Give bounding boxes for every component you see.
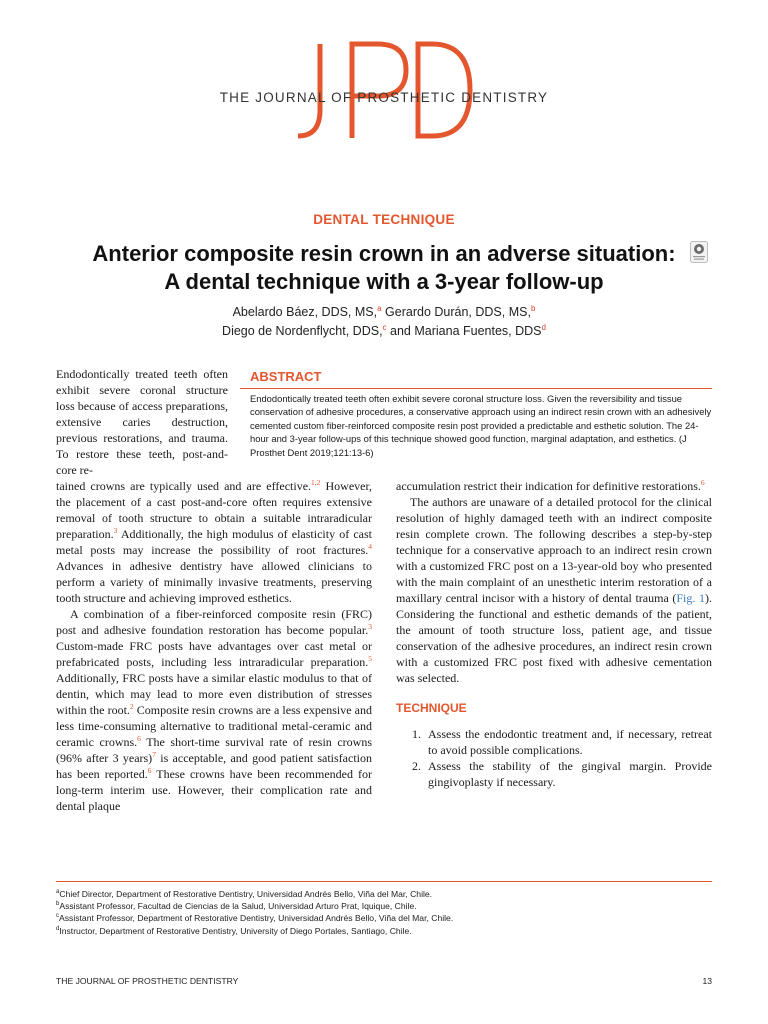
footnote-text: Chief Director, Department of Restorative Dentistry, Universidad Andrés Bello, Viña del Mar, Chile. bbox=[59, 889, 433, 899]
paragraph-text: Advances in adhesive dentistry have allowed clinicians to perform a variety of minimally invasive treatments, preserving tooth structure and achieving improved esthetics. bbox=[56, 559, 372, 605]
step-number: 1. bbox=[412, 727, 421, 741]
author-list bbox=[60, 303, 708, 341]
footnote-text: Assistant Professor, Department of Restorative Dentistry, Universidad Andrés Bello, Viña del Mar, Chile. bbox=[59, 913, 454, 924]
abstract-text: Endodontically treated teeth often exhibit severe coronal structure loss. Given the reversibility and tissue conservation of adhesive procedures, a conservative approach using an indirect resin crown with an adhesively cemented custom fiber-reinforced composite resin post provided a predictable and esthetic solution. The 24-hour and 3-year follow-ups of this technique showed good function, marginal adaptation, and esthetics. (J Prosthet Dent 2019;121:13-6) bbox=[250, 393, 712, 458]
paragraph-text: accumulation restrict their indication for definitive restorations. bbox=[396, 479, 701, 493]
step-text: Assess the stability of the gingival margin. Provide gingivoplasty if necessary. bbox=[428, 759, 712, 789]
citation[interactable]: 6 bbox=[147, 766, 152, 775]
paragraph-text: is acceptable, and good patient satisfaction has been reported. bbox=[56, 751, 372, 781]
footnote-divider bbox=[56, 881, 712, 882]
technique-steps bbox=[396, 726, 712, 790]
footnote bbox=[56, 925, 712, 937]
journal-name: THE JOURNAL OF PROSTHETIC DENTISTRY bbox=[219, 90, 549, 105]
citation[interactable]: 1,2 bbox=[311, 478, 321, 487]
citation[interactable]: 2 bbox=[129, 702, 134, 711]
footnote bbox=[56, 888, 712, 900]
paragraph-text: ). Considering the functional and esthetic demands of the patient, the amount of tooth structure loss, patient age, and tissue conservation of the adhesive procedures, an indirect resin crown with a customized FRC post fixed with adhesive cementation was selected. bbox=[396, 591, 712, 685]
footnote bbox=[56, 912, 712, 924]
crossmark-icon[interactable] bbox=[690, 241, 708, 263]
list-item bbox=[412, 726, 712, 758]
author-name: and Mariana Fuentes, DDS bbox=[390, 324, 542, 338]
author-name: Abelardo Báez, DDS, MS, bbox=[232, 305, 378, 319]
step-number: 2. bbox=[412, 759, 421, 773]
list-item bbox=[412, 758, 712, 790]
masthead bbox=[0, 40, 768, 150]
title-line-1: Anterior composite resin crown in an adverse situation: bbox=[92, 241, 676, 266]
paragraph-text: Additionally, the high modulus of elasticity of cast metal posts may increase the possibility of root fractures. bbox=[56, 527, 372, 557]
footnote-text: Assistant Professor, Facultad de Ciencias de la Salud, Universidad Arturo Prat, Iquique, Chile. bbox=[59, 901, 417, 912]
paragraph-text: However, the placement of a cast post-and-core often requires extensive removal of tooth structure to obtain a suitable intraradicular preparation. bbox=[56, 479, 373, 541]
section-label bbox=[0, 212, 768, 227]
citation[interactable]: 6 bbox=[137, 734, 141, 743]
footnote-mark: d bbox=[56, 925, 60, 932]
citation[interactable]: 3 bbox=[113, 526, 118, 535]
page-footer bbox=[56, 976, 712, 986]
author-affiliation-mark[interactable]: b bbox=[530, 303, 536, 313]
body-column-right bbox=[396, 478, 712, 790]
abstract-heading: ABSTRACT bbox=[250, 369, 322, 384]
abstract-box bbox=[240, 366, 712, 466]
intro-paragraph bbox=[56, 366, 228, 478]
paragraph-text: Custom-made FRC posts have advantages over cast metal or prefabricated posts, including less intraradicular preparation. bbox=[56, 639, 372, 669]
section-label-technique: TECHNIQUE bbox=[372, 212, 455, 227]
citation[interactable]: 6 bbox=[700, 478, 705, 487]
footnote bbox=[56, 900, 712, 912]
paragraph-4 bbox=[396, 494, 712, 686]
paragraph-1: tained crowns are typically used and are effective.$^{1,2}$ However, the placement of a cast post-and-core often requires extensive removal of tooth structure to obtain a suitable intraradicular preparation.$^3$ Additionally, the high modulus of elasticity of cast metal posts may increase the possibility of root fractures.$^4$ Advances in adhesive dentistry have allowed clinicians to perform a variety of minimally invasive treatments, preserving tooth structure and achieving improved esthetics. bbox=[56, 478, 373, 605]
author-line-1 bbox=[60, 303, 708, 322]
author-line-2 bbox=[60, 322, 708, 341]
figure-link[interactable]: Fig. 1 bbox=[676, 591, 705, 605]
citation[interactable]: 4 bbox=[368, 542, 372, 551]
paragraph-text: Additionally, FRC posts have a similar elastic modulus to that of dentin, which may lead to more even distribution of stresses within the root. bbox=[56, 671, 372, 717]
author-name: Gerardo Durán, DDS, MS, bbox=[385, 305, 531, 319]
abstract-divider bbox=[240, 388, 712, 389]
citation[interactable]: 7 bbox=[152, 750, 156, 759]
article-title bbox=[60, 240, 708, 296]
paragraph-2 bbox=[56, 606, 372, 814]
author-affiliation-mark[interactable]: d bbox=[541, 322, 546, 332]
footnote-mark: b bbox=[56, 901, 60, 908]
citation[interactable]: 5 bbox=[368, 654, 372, 663]
author-affiliation-mark[interactable]: c bbox=[382, 322, 387, 332]
title-line-2: A dental technique with a 3-year follow-up bbox=[164, 269, 604, 294]
body-column-left bbox=[56, 478, 372, 814]
paragraph-text: A combination of a fiber-reinforced composite resin (FRC) post and adhesive foundation restoration has become popular. bbox=[56, 607, 372, 637]
technique-heading: TECHNIQUE bbox=[396, 701, 467, 715]
footer-journal-name: THE JOURNAL OF PROSTHETIC DENTISTRY bbox=[56, 976, 239, 986]
page-number: 13 bbox=[702, 976, 712, 986]
footnote-text: Instructor, Department of Restorative Dentistry, University of Diego Portales, Santiago, Chile. bbox=[59, 925, 412, 936]
paragraph-text: The short-time survival rate of resin crowns (96% after 3 years) bbox=[56, 735, 372, 765]
citation[interactable]: 3 bbox=[368, 622, 372, 631]
footnotes bbox=[56, 888, 712, 937]
footnote-mark: c bbox=[56, 913, 59, 920]
paragraph-text: These crowns have been recommended for long-term interim use. However, their complication rate and dental plaque bbox=[56, 767, 372, 813]
paragraph-3 bbox=[396, 478, 712, 494]
section-label-dental: DENTAL bbox=[313, 212, 369, 227]
author-affiliation-mark[interactable]: a bbox=[377, 303, 382, 313]
step-text: Assess the endodontic treatment and, if necessary, retreat to avoid possible complications. bbox=[428, 727, 712, 757]
paragraph-text: The authors are unaware of a detailed protocol for the clinical resolution of highly damaged teeth with an indirect composite resin complete crown. The following describes a step-by-step technique for a conservative approach to an indirect resin crown with a customized FRC post on a 13-year-old boy who presented with the main complaint of an unesthetic interim restoration of a maxillary central incisor with a history of dental trauma ( bbox=[396, 495, 712, 605]
author-name: Diego de Nordenflycht, DDS, bbox=[222, 324, 383, 338]
intro-text: Endodontically treated teeth often exhibit severe coronal structure loss because of access preparations, extensive caries destruction, previous restorations, and trauma. To restore these teeth, post-and-core re- bbox=[56, 367, 228, 477]
footnote-mark: a bbox=[56, 889, 60, 896]
paragraph-text: Composite resin crowns are a less expensive and less time-consuming alternative to traditional metal-ceramic and ceramic crowns. bbox=[56, 703, 372, 749]
